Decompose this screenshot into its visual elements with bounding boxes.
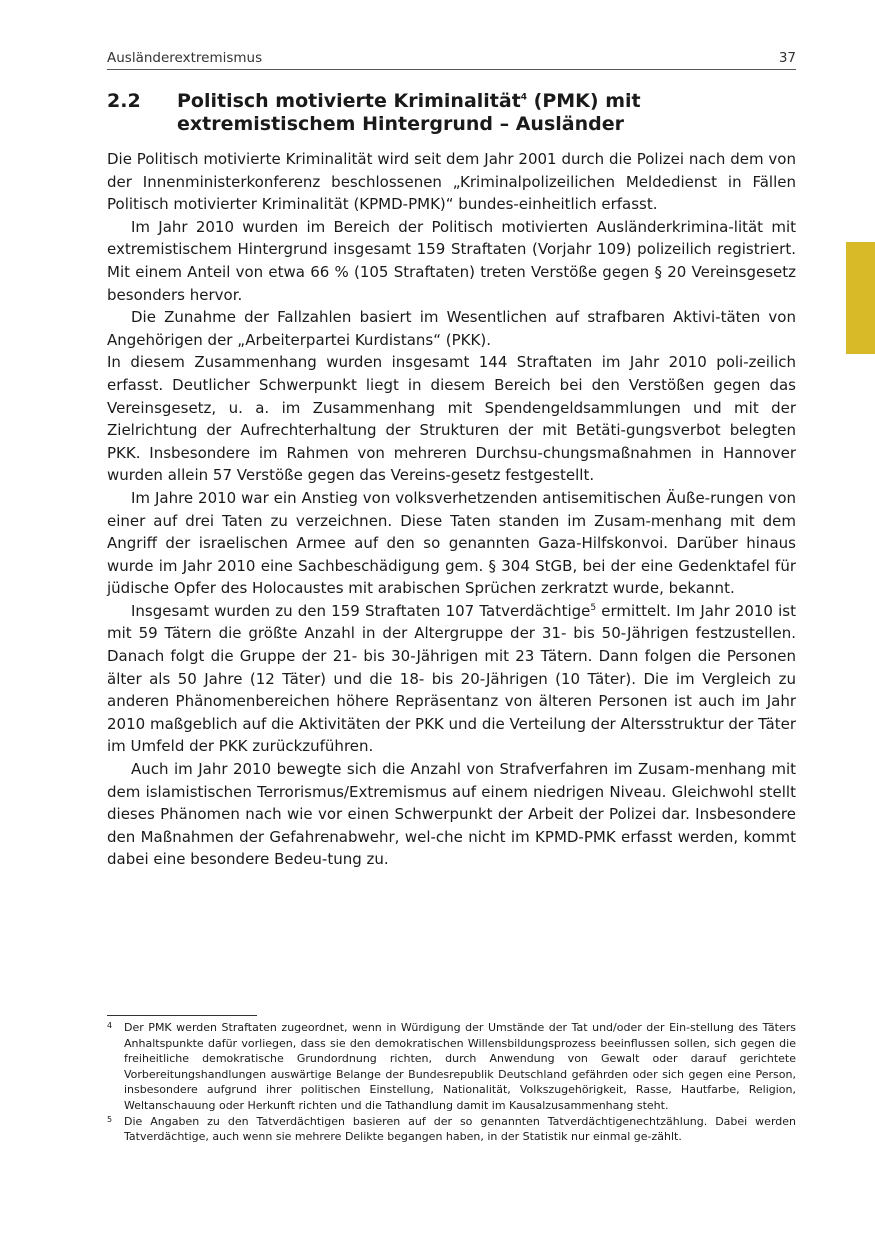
running-header — [107, 50, 796, 70]
paragraph-6-part2: ermittelt. Im Jahr 2010 ist mit 59 Tätern die größte Anzahl in der Altergruppe der 31- bis 50-Jährigen festzustellen. Danach folgt die Gruppe der 21- bis 30-Jährigen mit 23 Tätern. Dann folgen die Personen älter als 50 Jahre (12 Täter) und die 18- bis 20-Jährigen (10 Täter). Die im Vergleich zu anderen Phänomenbereichen höhere Repräsentanz von älteren Personen ist auch im Jahr 2010 maßgeblich auf die Aktivitäten der PKK und die Verteilung der Altersstruktur der Täter im Umfeld der PKK zurückzuführen. — [107, 601, 796, 756]
section-title — [177, 90, 641, 136]
section-title-part2: (PMK) mit — [527, 90, 641, 112]
footnotes — [107, 1020, 796, 1145]
paragraph-4: In diesem Zusammenhang wurden insgesamt 144 Straftaten im Jahr 2010 poli-zeilich erfasst. Deutlicher Schwerpunkt liegt in diesem Bereich bei den Verstößen gegen das Vereinsgesetz, u. a. im Zusammenhang mit Spendengeldsammlungen und mit der Zielrichtung der Aufrechterhaltung der Strukturen der mit Betäti-gungsverbot belegten PKK. Insbesondere im Rahmen von mehreren Durchsu-chungsmaßnahmen in Hannover wurden allein 57 Verstöße gegen das Vereins-gesetz festgestellt. — [107, 353, 796, 485]
paragraph-5: Im Jahre 2010 war ein Anstieg von volksverhetzenden antisemitischen Äuße-rungen von einer auf drei Taten zu verzeichnen. Diese Taten standen im Zusam-menhang mit dem Angriff der israelischen Armee auf den so genannten Gaza-Hilfskonvoi. Darüber hinaus wurde im Jahr 2010 eine Sachbeschädigung gem. § 304 StGB, bei der eine Gedenktafel für jüdische Opfer des Holocaustes mit arabischen Sprüchen zerkratzt wurde, bekannt. — [107, 488, 796, 598]
section-number: 2.2 — [107, 90, 141, 112]
paragraph-6-part1: Insgesamt wurden zu den 159 Straftaten 107 Tatverdächtige — [131, 601, 591, 620]
section-title-line2: extremistischem Hintergrund – Ausländer — [177, 113, 624, 135]
page-number: 37 — [778, 50, 796, 66]
paragraph-6 — [107, 600, 796, 758]
footnote-mark: 4 — [107, 1021, 113, 1030]
paragraph-2: Im Jahr 2010 wurden im Bereich der Politisch motivierten Ausländerkrimina-lität mit extremistischem Hintergrund insgesamt 159 Straftaten (Vorjahr 109) polizeilich registriert. Mit einem Anteil von etwa 66 % (105 Straftaten) treten Verstöße gegen § 20 Vereinsgesetz besonders hervor. — [107, 217, 796, 304]
paragraph-7: Auch im Jahr 2010 bewegte sich die Anzahl von Strafverfahren im Zusam-menhang mit dem islamistischen Terrorismus/Extremismus auf einem niedrigen Niveau. Gleichwohl stellt dieses Phänomen nach wie vor einen Schwerpunkt der Arbeit der Polizei dar. Insbesondere den Maßnahmen der Gefahrenabwehr, wel-che nicht im KPMD-PMK erfasst werden, kommt dabei eine besondere Bedeu-tung zu. — [107, 760, 796, 869]
body-text — [107, 148, 796, 871]
footnote-mark: 5 — [107, 1114, 113, 1124]
footnote-ref-5[interactable]: 5 — [590, 602, 597, 613]
chapter-tab-marker — [846, 242, 875, 354]
footnote-divider — [107, 1015, 257, 1016]
footnote-text: Die Angaben zu den Tatverdächtigen basieren auf der so genannten Tatverdächtigenechtzählung. Dabei werden Tatverdächtige, auch wenn sie mehrere Delikte begangen haben, in der Statistik nur einmal ge-zählt. — [124, 1114, 796, 1144]
header-title: Ausländerextremismus — [107, 50, 263, 66]
footnote-item — [107, 1020, 796, 1114]
section-title-part1: Politisch motivierte Kriminalität — [177, 90, 521, 112]
footnote-ref-4[interactable]: 4 — [520, 92, 528, 103]
paragraph-1: Die Politisch motivierte Kriminalität wird seit dem Jahr 2001 durch die Polizei nach dem von der Innenministerkonferenz beschlossenen „Kriminalpolizeilichen Meldedienst in Fällen Politisch motivierter Kriminalität (KPMD-PMK)“ bundes-einheitlich erfasst. — [107, 150, 796, 214]
footnote-item — [107, 1114, 796, 1145]
section-heading — [107, 90, 796, 136]
paragraph-3: Die Zunahme der Fallzahlen basiert im Wesentlichen auf strafbaren Aktivi-täten von Angehörigen der „Arbeiterpartei Kurdistans“ (PKK). — [107, 308, 796, 349]
footnote-text: Der PMK werden Straftaten zugeordnet, wenn in Würdigung der Umstände der Tat und/oder der Ein-stellung des Täters Anhaltspunkte dafür vorliegen, dass sie den demokratischen Willensbildungsprozess beeinflussen sollen, sich gegen die freiheitliche demokratische Grundordnung richten, durch Anwendung von Gewalt oder darauf gerichtete Vorbereitungshandlungen auswärtige Belange der Bundesrepublik Deutschland gefährden oder sich gegen eine Person, insbesondere aufgrund ihrer politischen Einstellung, Nationalität, Volkszugehörigkeit, Rasse, Hautfarbe, Religion, Weltanschauung oder Herkunft richten und die Tathandlung damit im Kausalzusammenhang steht. — [124, 1021, 796, 1112]
